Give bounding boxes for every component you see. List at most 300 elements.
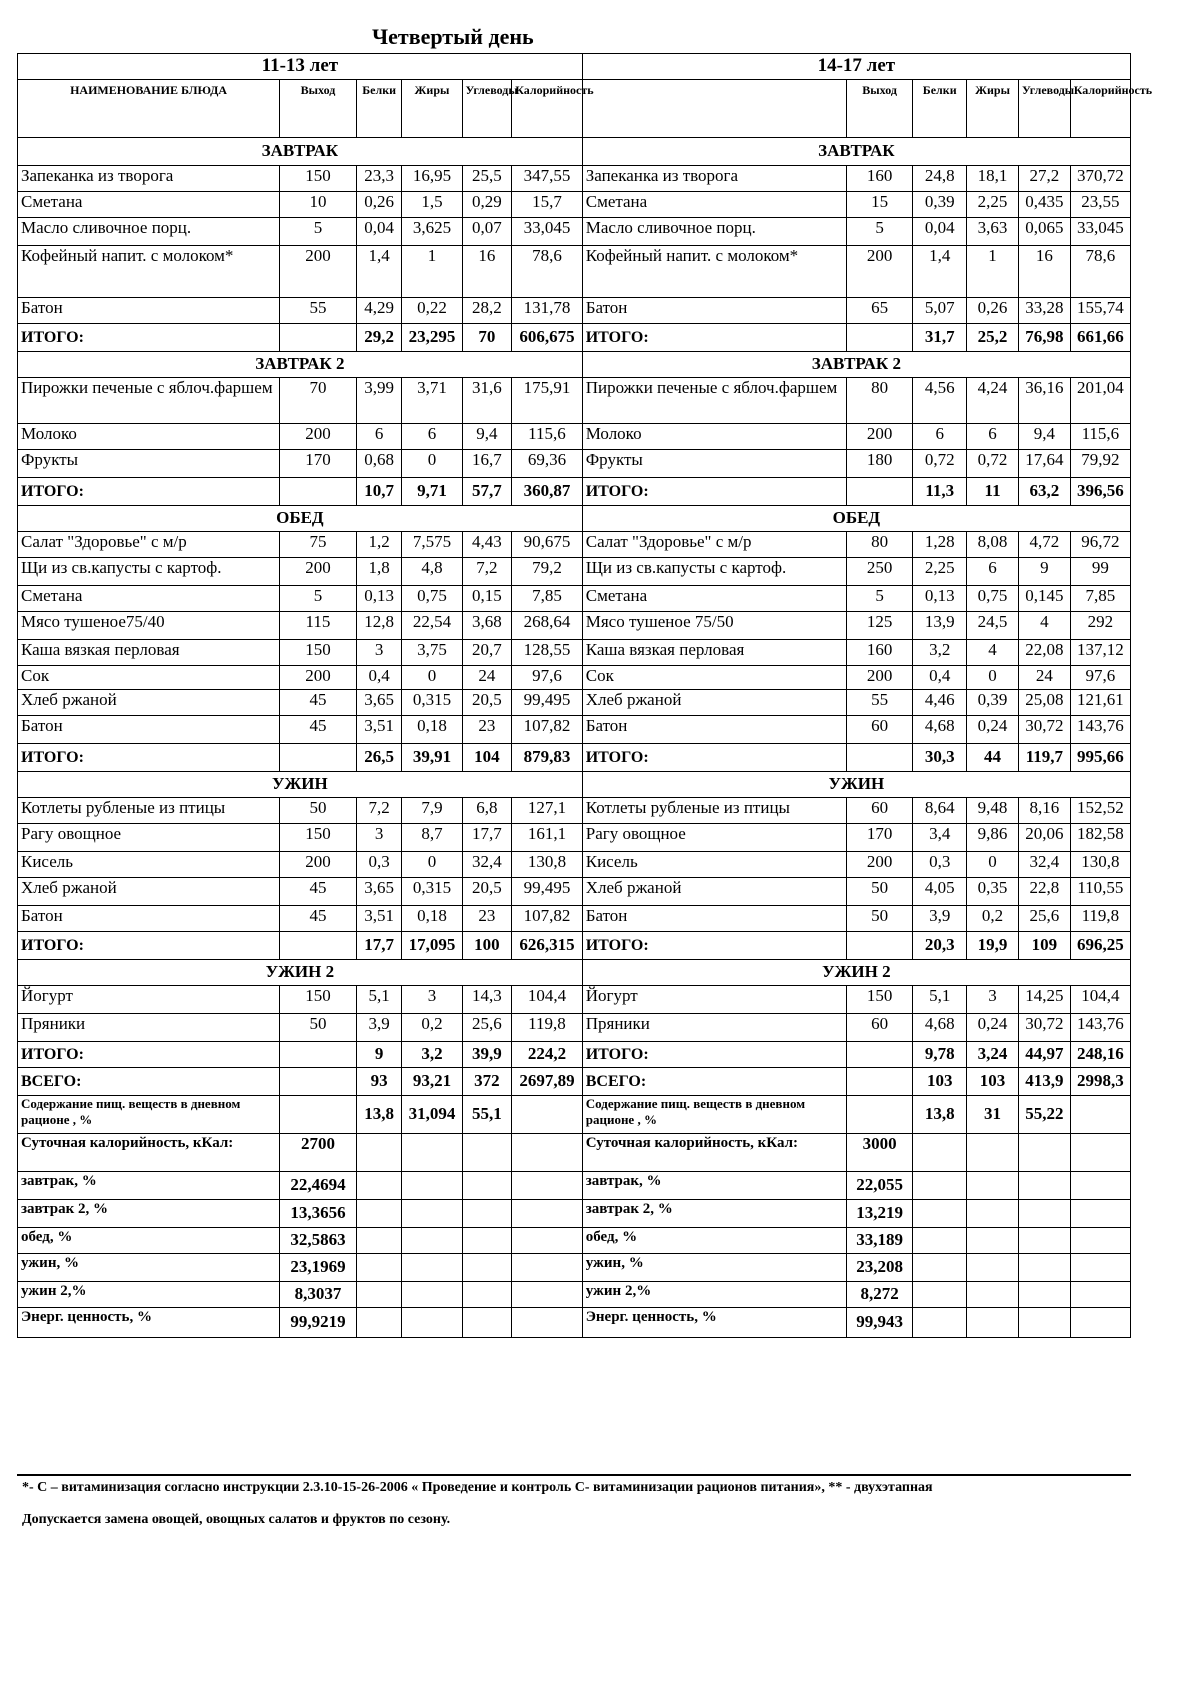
meal-percent-label: ужин, % xyxy=(18,1254,280,1282)
daily-calories-row xyxy=(18,1134,1131,1172)
dish-protein: 0,04 xyxy=(356,218,402,246)
dish-name: Молоко xyxy=(18,424,280,450)
dish-fat: 8,7 xyxy=(402,824,462,852)
empty-cell xyxy=(913,1200,967,1228)
empty-cell xyxy=(512,1134,582,1172)
column-header-carb: Углеводы xyxy=(1018,80,1070,138)
dish-protein: 0,72 xyxy=(913,450,967,478)
dish-fat: 0,75 xyxy=(402,586,462,612)
dish-calories: 78,6 xyxy=(512,246,582,298)
meal-percent-row xyxy=(18,1172,1131,1200)
dish-protein: 13,8 xyxy=(913,1096,967,1134)
dish-calories: 131,78 xyxy=(512,298,582,324)
dish-fat: 0 xyxy=(967,852,1019,878)
dish-output xyxy=(846,1096,912,1134)
dish-output: 200 xyxy=(280,558,357,586)
dish-fat: 0,39 xyxy=(967,690,1019,716)
dish-fat: 3 xyxy=(967,986,1019,1014)
dish-protein: 4,68 xyxy=(913,716,967,744)
dish-fat: 103 xyxy=(967,1068,1019,1096)
dish-protein: 4,46 xyxy=(913,690,967,716)
dish-fat: 6 xyxy=(967,558,1019,586)
dish-name: Масло сливочное порц. xyxy=(18,218,280,246)
dish-name: Мясо тушеное75/40 xyxy=(18,612,280,640)
dish-carbs: 0,065 xyxy=(1018,218,1070,246)
dish-output: 50 xyxy=(280,798,357,824)
dish-calories: 119,8 xyxy=(1070,906,1130,932)
dish-row xyxy=(18,798,1131,824)
empty-cell xyxy=(356,1228,402,1254)
dish-protein: 6 xyxy=(356,424,402,450)
dish-protein: 4,56 xyxy=(913,378,967,424)
dish-carbs: 14,3 xyxy=(462,986,512,1014)
empty-cell xyxy=(512,1282,582,1308)
dish-output: 150 xyxy=(280,986,357,1014)
dish-calories: 97,6 xyxy=(1070,666,1130,690)
empty-cell xyxy=(1018,1308,1070,1338)
dish-protein: 26,5 xyxy=(356,744,402,772)
dish-fat: 18,1 xyxy=(967,166,1019,192)
dish-fat: 24,5 xyxy=(967,612,1019,640)
dish-calories: 104,4 xyxy=(512,986,582,1014)
dish-protein: 0,26 xyxy=(356,192,402,218)
dish-fat: 3,24 xyxy=(967,1042,1019,1068)
dish-carbs: 0,29 xyxy=(462,192,512,218)
dish-protein: 0,4 xyxy=(913,666,967,690)
meal-percent-label: завтрак, % xyxy=(582,1172,846,1200)
meal-percent-row xyxy=(18,1254,1131,1282)
dish-name: Батон xyxy=(18,906,280,932)
section-title: УЖИН 2 xyxy=(18,960,583,986)
dish-protein: 0,3 xyxy=(356,852,402,878)
dish-carbs: 25,08 xyxy=(1018,690,1070,716)
meal-percent-value: 22,4694 xyxy=(280,1172,357,1200)
age-header-row xyxy=(18,54,1131,80)
dish-name: Хлеб ржаной xyxy=(582,690,846,716)
empty-cell xyxy=(913,1254,967,1282)
meal-percent-label: завтрак, % xyxy=(18,1172,280,1200)
dish-name: Салат "Здоровье" с м/р xyxy=(18,532,280,558)
dish-row xyxy=(18,906,1131,932)
dish-calories: 107,82 xyxy=(512,716,582,744)
dish-carbs: 7,2 xyxy=(462,558,512,586)
dish-row xyxy=(18,450,1131,478)
dish-carbs: 39,9 xyxy=(462,1042,512,1068)
empty-cell xyxy=(913,1134,967,1172)
dish-carbs: 4 xyxy=(1018,612,1070,640)
dish-carbs: 23 xyxy=(462,906,512,932)
dish-output: 45 xyxy=(280,716,357,744)
dish-name: Щи из св.капусты с картоф. xyxy=(18,558,280,586)
section-title: ОБЕД xyxy=(18,506,583,532)
dish-calories: 224,2 xyxy=(512,1042,582,1068)
menu-table-body xyxy=(18,54,1153,1338)
empty-cell xyxy=(462,1254,512,1282)
meal-percent-label: Энерг. ценность, % xyxy=(582,1308,846,1338)
empty-cell xyxy=(1070,1172,1130,1200)
dish-protein: 3,65 xyxy=(356,690,402,716)
dish-calories: 110,55 xyxy=(1070,878,1130,906)
dish-calories: 130,8 xyxy=(1070,852,1130,878)
section-header-row xyxy=(18,772,1131,798)
meal-percent-value: 33,189 xyxy=(846,1228,912,1254)
dish-protein: 3,9 xyxy=(356,1014,402,1042)
dish-output: 160 xyxy=(846,166,912,192)
empty-cell xyxy=(1018,1228,1070,1254)
dish-fat: 3 xyxy=(402,986,462,1014)
dish-fat: 23,295 xyxy=(402,324,462,352)
dish-protein: 4,29 xyxy=(356,298,402,324)
dish-calories: 99,495 xyxy=(512,690,582,716)
dish-calories: 152,52 xyxy=(1070,798,1130,824)
empty-cell xyxy=(512,1172,582,1200)
meal-percent-value: 23,208 xyxy=(846,1254,912,1282)
empty-cell xyxy=(402,1308,462,1338)
dish-carbs: 372 xyxy=(462,1068,512,1096)
dish-fat: 31 xyxy=(967,1096,1019,1134)
meal-percent-label: завтрак 2, % xyxy=(582,1200,846,1228)
empty-cell xyxy=(402,1228,462,1254)
dish-fat: 1 xyxy=(967,246,1019,298)
dish-fat: 16,95 xyxy=(402,166,462,192)
dish-fat: 9,48 xyxy=(967,798,1019,824)
dish-carbs: 17,64 xyxy=(1018,450,1070,478)
dish-protein: 31,7 xyxy=(913,324,967,352)
dish-output: 70 xyxy=(280,378,357,424)
dish-protein: 0,13 xyxy=(356,586,402,612)
dish-carbs: 20,06 xyxy=(1018,824,1070,852)
dish-name: ИТОГО: xyxy=(582,932,846,960)
dish-carbs: 109 xyxy=(1018,932,1070,960)
dish-carbs: 104 xyxy=(462,744,512,772)
column-header-cal: Калорийность xyxy=(512,80,582,138)
dish-output: 50 xyxy=(846,906,912,932)
dish-carbs: 30,72 xyxy=(1018,716,1070,744)
meal-percent-value: 23,1969 xyxy=(280,1254,357,1282)
age-group-label: 11-13 лет xyxy=(18,54,583,80)
empty-cell xyxy=(1018,1254,1070,1282)
dish-calories: 7,85 xyxy=(512,586,582,612)
total-row xyxy=(18,744,1131,772)
empty-cell xyxy=(913,1282,967,1308)
dish-output: 65 xyxy=(846,298,912,324)
dish-calories: 128,55 xyxy=(512,640,582,666)
dish-name: Мясо тушеное 75/50 xyxy=(582,612,846,640)
dish-calories: 347,55 xyxy=(512,166,582,192)
dish-output xyxy=(280,1068,357,1096)
dish-protein: 1,4 xyxy=(356,246,402,298)
dish-protein: 9 xyxy=(356,1042,402,1068)
total-row xyxy=(18,1042,1131,1068)
dish-carbs: 9,4 xyxy=(1018,424,1070,450)
dish-output: 5 xyxy=(280,586,357,612)
dish-calories: 696,25 xyxy=(1070,932,1130,960)
total-row xyxy=(18,932,1131,960)
dish-row xyxy=(18,424,1131,450)
empty-cell xyxy=(462,1134,512,1172)
dish-protein: 3,65 xyxy=(356,878,402,906)
empty-cell xyxy=(967,1254,1019,1282)
dish-protein: 13,8 xyxy=(356,1096,402,1134)
dish-calories: 2697,89 xyxy=(512,1068,582,1096)
nutrient-share-row xyxy=(18,1096,1131,1134)
grand-total-row xyxy=(18,1068,1131,1096)
dish-calories xyxy=(512,1096,582,1134)
dish-calories: 268,64 xyxy=(512,612,582,640)
dish-fat: 11 xyxy=(967,478,1019,506)
dish-carbs: 100 xyxy=(462,932,512,960)
dish-output: 150 xyxy=(846,986,912,1014)
column-header-name: НАИМЕНОВАНИЕ БЛЮДА xyxy=(18,80,280,138)
dish-carbs: 55,22 xyxy=(1018,1096,1070,1134)
dish-output xyxy=(846,932,912,960)
dish-name: ИТОГО: xyxy=(18,324,280,352)
dish-fat: 6 xyxy=(402,424,462,450)
empty-cell xyxy=(356,1282,402,1308)
dish-name: Хлеб ржаной xyxy=(582,878,846,906)
dish-output: 115 xyxy=(280,612,357,640)
dish-output xyxy=(846,1068,912,1096)
empty-cell xyxy=(1018,1134,1070,1172)
dish-protein: 0,68 xyxy=(356,450,402,478)
meal-percent-value: 8,3037 xyxy=(280,1282,357,1308)
dish-carbs: 20,5 xyxy=(462,690,512,716)
dish-fat: 0 xyxy=(402,666,462,690)
dish-calories: 995,66 xyxy=(1070,744,1130,772)
dish-carbs: 6,8 xyxy=(462,798,512,824)
dish-name: Каша вязкая перловая xyxy=(18,640,280,666)
dish-carbs: 413,9 xyxy=(1018,1068,1070,1096)
column-header-prot: Белки xyxy=(913,80,967,138)
dish-calories: 155,74 xyxy=(1070,298,1130,324)
dish-calories: 96,72 xyxy=(1070,532,1130,558)
dish-output: 80 xyxy=(846,532,912,558)
dish-output: 170 xyxy=(846,824,912,852)
dish-fat: 7,575 xyxy=(402,532,462,558)
dish-fat: 4 xyxy=(967,640,1019,666)
dish-fat: 0,26 xyxy=(967,298,1019,324)
dish-calories: 104,4 xyxy=(1070,986,1130,1014)
empty-cell xyxy=(967,1228,1019,1254)
dish-carbs: 4,43 xyxy=(462,532,512,558)
empty-cell xyxy=(913,1228,967,1254)
dish-calories: 99 xyxy=(1070,558,1130,586)
empty-cell xyxy=(356,1172,402,1200)
dish-fat: 0,24 xyxy=(967,1014,1019,1042)
dish-carbs: 16 xyxy=(1018,246,1070,298)
dish-name: Сметана xyxy=(582,586,846,612)
dish-name: Хлеб ржаной xyxy=(18,690,280,716)
dish-protein: 0,4 xyxy=(356,666,402,690)
dish-calories: 127,1 xyxy=(512,798,582,824)
dish-carbs: 70 xyxy=(462,324,512,352)
dish-calories: 79,2 xyxy=(512,558,582,586)
empty-cell xyxy=(512,1200,582,1228)
dish-output: 200 xyxy=(846,424,912,450)
dish-output: 200 xyxy=(846,666,912,690)
empty-cell xyxy=(462,1172,512,1200)
dish-output: 15 xyxy=(846,192,912,218)
dish-calories: 23,55 xyxy=(1070,192,1130,218)
dish-fat: 3,75 xyxy=(402,640,462,666)
dish-calories: 360,87 xyxy=(512,478,582,506)
page-title: Четвертый день xyxy=(372,24,534,49)
empty-cell xyxy=(402,1282,462,1308)
dish-row xyxy=(18,690,1131,716)
dish-name: Кофейный напит. с молоком* xyxy=(582,246,846,298)
empty-cell xyxy=(1070,1308,1130,1338)
dish-protein: 6 xyxy=(913,424,967,450)
dish-output: 200 xyxy=(280,246,357,298)
dish-output: 45 xyxy=(280,690,357,716)
dish-output: 60 xyxy=(846,716,912,744)
dish-protein: 1,8 xyxy=(356,558,402,586)
dish-calories: 661,66 xyxy=(1070,324,1130,352)
dish-fat: 0,315 xyxy=(402,878,462,906)
total-row xyxy=(18,324,1131,352)
dish-protein: 4,68 xyxy=(913,1014,967,1042)
empty-cell xyxy=(356,1308,402,1338)
dish-fat: 1 xyxy=(402,246,462,298)
dish-calories: 396,56 xyxy=(1070,478,1130,506)
meal-percent-row xyxy=(18,1200,1131,1228)
dish-name: Пирожки печеные с яблоч.фаршем xyxy=(582,378,846,424)
dish-row xyxy=(18,532,1131,558)
dish-protein: 103 xyxy=(913,1068,967,1096)
dish-name: Рагу овощное xyxy=(582,824,846,852)
dish-protein: 0,39 xyxy=(913,192,967,218)
dish-calories: 90,675 xyxy=(512,532,582,558)
dish-carbs: 25,6 xyxy=(1018,906,1070,932)
section-title: ЗАВТРАК xyxy=(18,138,583,166)
dish-protein: 93 xyxy=(356,1068,402,1096)
dish-name: Йогурт xyxy=(18,986,280,1014)
dish-output: 150 xyxy=(280,640,357,666)
meal-percent-label: ужин 2,% xyxy=(582,1282,846,1308)
dish-carbs: 0,435 xyxy=(1018,192,1070,218)
empty-cell xyxy=(967,1282,1019,1308)
dish-fat: 4,24 xyxy=(967,378,1019,424)
section-title: ОБЕД xyxy=(582,506,1130,532)
meal-percent-row xyxy=(18,1228,1131,1254)
dish-row xyxy=(18,986,1131,1014)
meal-percent-value: 99,9219 xyxy=(280,1308,357,1338)
dish-output xyxy=(280,932,357,960)
dish-name: Кофейный напит. с молоком* xyxy=(18,246,280,298)
dish-output: 200 xyxy=(280,852,357,878)
dish-protein: 5,07 xyxy=(913,298,967,324)
dish-name: Щи из св.капусты с картоф. xyxy=(582,558,846,586)
dish-fat: 4,8 xyxy=(402,558,462,586)
dish-row xyxy=(18,192,1131,218)
meal-percent-label: ужин, % xyxy=(582,1254,846,1282)
dish-carbs: 30,72 xyxy=(1018,1014,1070,1042)
dish-fat: 9,71 xyxy=(402,478,462,506)
dish-protein: 29,2 xyxy=(356,324,402,352)
dish-fat: 3,71 xyxy=(402,378,462,424)
daily-calories-value: 2700 xyxy=(280,1134,357,1172)
dish-output: 80 xyxy=(846,378,912,424)
dish-name: Пряники xyxy=(582,1014,846,1042)
dish-output: 50 xyxy=(846,878,912,906)
dish-name: Батон xyxy=(582,906,846,932)
dish-calories: 115,6 xyxy=(512,424,582,450)
dish-output xyxy=(846,324,912,352)
dish-carbs: 9 xyxy=(1018,558,1070,586)
dish-name: Батон xyxy=(18,298,280,324)
dish-output xyxy=(280,1096,357,1134)
dish-row xyxy=(18,298,1131,324)
section-title: ЗАВТРАК xyxy=(582,138,1130,166)
footnote-vitamin: *- С – витаминизация согласно инструкции 2.3.10-15-26-2006 « Проведение и контроль С- витаминизации рационов питания», ** - двухэтапная xyxy=(22,1480,933,1495)
dish-row xyxy=(18,878,1131,906)
dish-carbs: 22,08 xyxy=(1018,640,1070,666)
dish-protein: 0,3 xyxy=(913,852,967,878)
dish-name: Сок xyxy=(18,666,280,690)
dish-calories: 97,6 xyxy=(512,666,582,690)
meal-percent-value: 99,943 xyxy=(846,1308,912,1338)
dish-name: ИТОГО: xyxy=(582,1042,846,1068)
empty-cell xyxy=(1070,1228,1130,1254)
dish-fat: 0,75 xyxy=(967,586,1019,612)
dish-calories: 201,04 xyxy=(1070,378,1130,424)
empty-cell xyxy=(356,1254,402,1282)
dish-output: 75 xyxy=(280,532,357,558)
footnote-divider xyxy=(17,1474,1131,1476)
dish-carbs: 44,97 xyxy=(1018,1042,1070,1068)
dish-carbs: 0,145 xyxy=(1018,586,1070,612)
dish-row xyxy=(18,1014,1131,1042)
dish-protein: 2,25 xyxy=(913,558,967,586)
meal-percent-value: 13,219 xyxy=(846,1200,912,1228)
dish-protein: 23,3 xyxy=(356,166,402,192)
meal-percent-label: ужин 2,% xyxy=(18,1282,280,1308)
dish-output: 125 xyxy=(846,612,912,640)
empty-cell xyxy=(512,1228,582,1254)
dish-name: Кисель xyxy=(18,852,280,878)
empty-cell xyxy=(967,1134,1019,1172)
dish-protein: 3 xyxy=(356,824,402,852)
dish-fat: 0 xyxy=(402,852,462,878)
dish-fat: 19,9 xyxy=(967,932,1019,960)
empty-cell xyxy=(462,1200,512,1228)
dish-carbs: 28,2 xyxy=(462,298,512,324)
empty-cell xyxy=(402,1254,462,1282)
dish-name: Запеканка из творога xyxy=(582,166,846,192)
dish-carbs: 22,8 xyxy=(1018,878,1070,906)
empty-cell xyxy=(356,1200,402,1228)
dish-output: 150 xyxy=(280,824,357,852)
section-header-row xyxy=(18,960,1131,986)
dish-fat: 22,54 xyxy=(402,612,462,640)
dish-fat: 0,24 xyxy=(967,716,1019,744)
meal-percent-value: 22,055 xyxy=(846,1172,912,1200)
dish-fat: 0,18 xyxy=(402,906,462,932)
daily-calories-label: Суточная калорийность, кКал: xyxy=(582,1134,846,1172)
dish-calories: 143,76 xyxy=(1070,1014,1130,1042)
dish-calories: 161,1 xyxy=(512,824,582,852)
dish-name: ВСЕГО: xyxy=(18,1068,280,1096)
dish-protein: 3,4 xyxy=(913,824,967,852)
column-header-out: Выход xyxy=(280,80,357,138)
dish-name: Запеканка из творога xyxy=(18,166,280,192)
dish-carbs: 3,68 xyxy=(462,612,512,640)
dish-protein: 3 xyxy=(356,640,402,666)
dish-calories: 606,675 xyxy=(512,324,582,352)
meal-percent-label: Энерг. ценность, % xyxy=(18,1308,280,1338)
dish-carbs: 55,1 xyxy=(462,1096,512,1134)
total-row xyxy=(18,478,1131,506)
